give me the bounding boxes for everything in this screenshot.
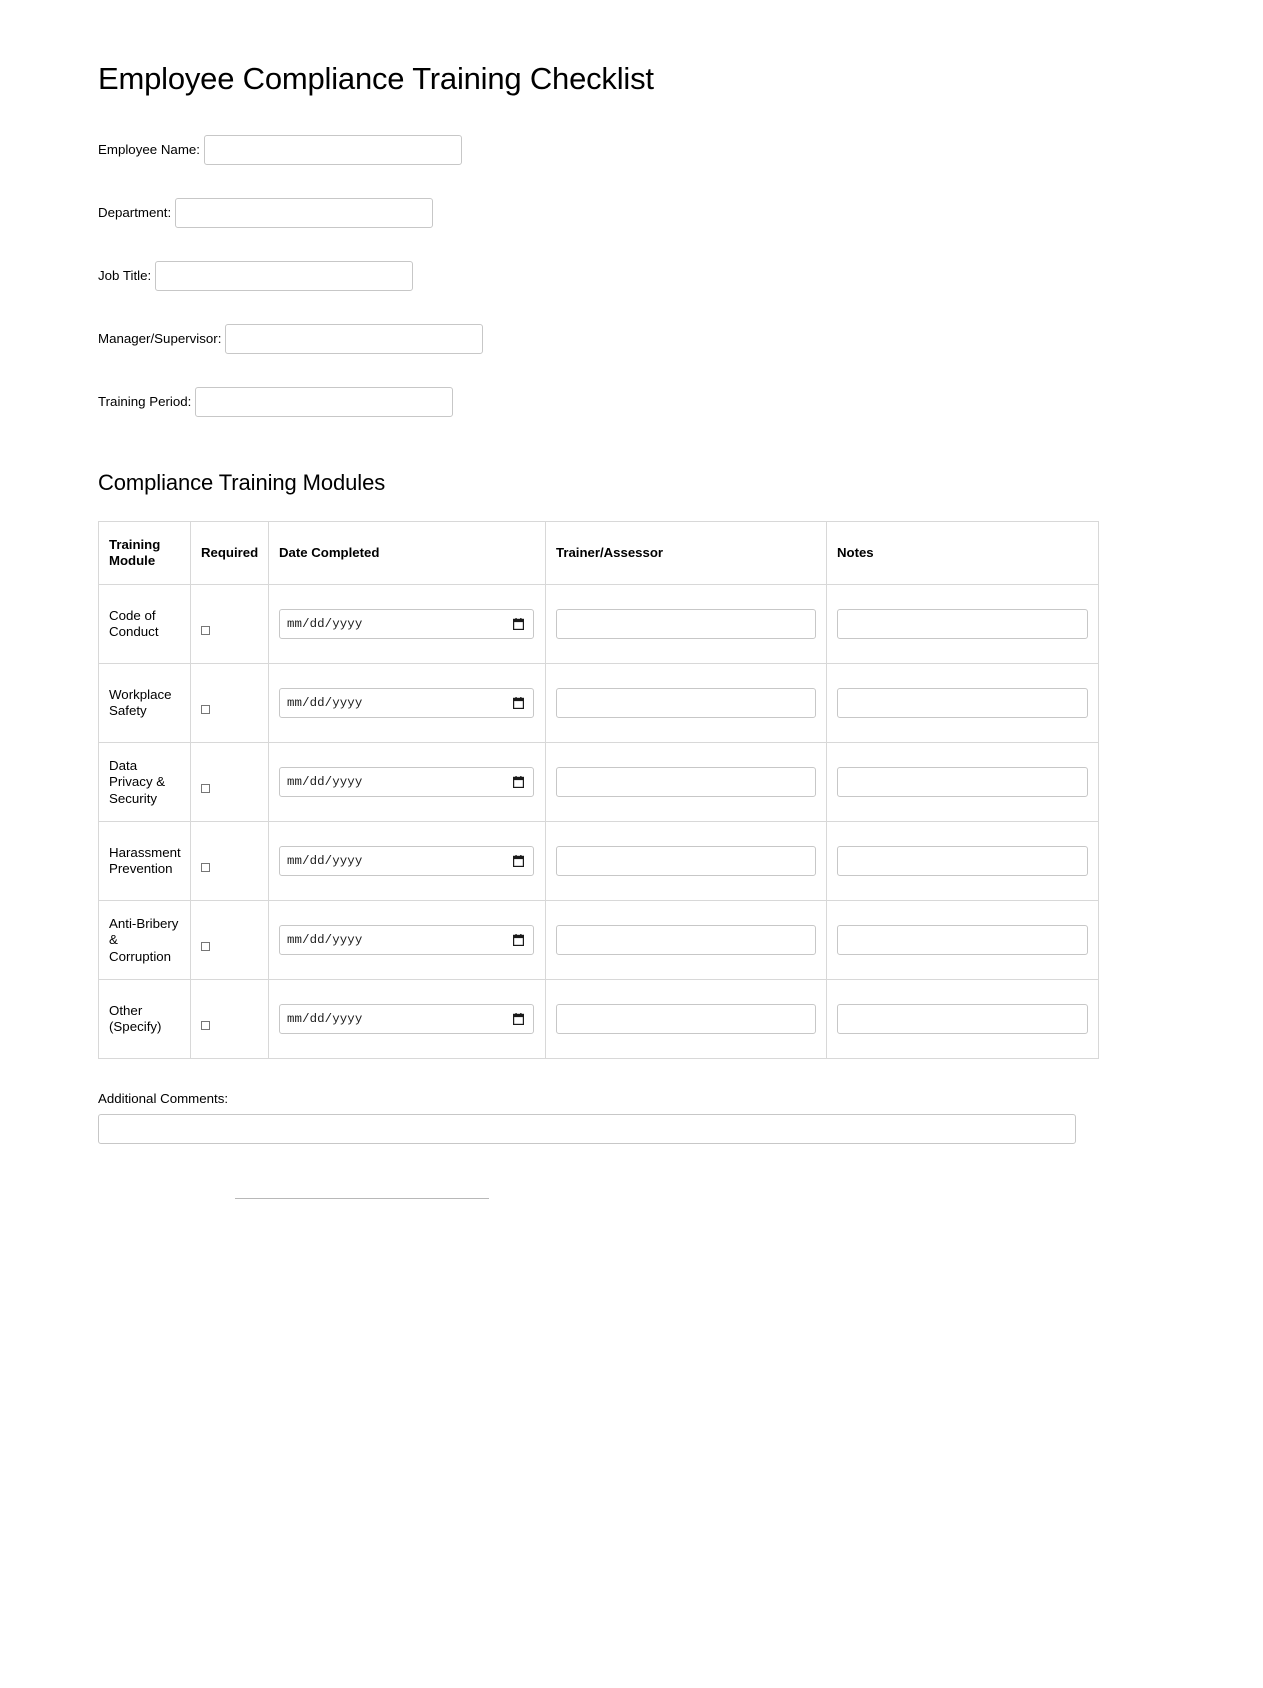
notes-input[interactable] <box>837 688 1088 718</box>
cell-date-completed <box>269 980 546 1059</box>
field-row-employee-name <box>98 135 1173 165</box>
cell-required <box>191 901 269 980</box>
date-completed-input[interactable] <box>279 609 534 639</box>
cell-required <box>191 664 269 743</box>
field-row-training-period <box>98 387 1173 417</box>
cell-module-name <box>99 585 191 664</box>
cell-required <box>191 980 269 1059</box>
date-completed-input[interactable] <box>279 846 534 876</box>
cell-notes <box>827 822 1099 901</box>
manager-supervisor-label: Manager/Supervisor: <box>98 331 222 347</box>
trainer-assessor-input[interactable] <box>556 688 816 718</box>
cell-date-completed <box>269 743 546 822</box>
cell-trainer-assessor <box>546 822 827 901</box>
notes-input[interactable] <box>837 1004 1088 1034</box>
cell-trainer-assessor <box>546 980 827 1059</box>
cell-module-name <box>99 743 191 822</box>
required-checkbox[interactable] <box>201 705 210 714</box>
notes-input[interactable] <box>837 767 1088 797</box>
cell-trainer-assessor <box>546 743 827 822</box>
date-placeholder-text: mm/dd/yyyy <box>287 1012 363 1027</box>
column-header-required: Required <box>191 522 269 585</box>
cell-notes <box>827 980 1099 1059</box>
employee-name-label: Employee Name: <box>98 142 200 158</box>
column-header-notes: Notes <box>827 522 1099 585</box>
additional-comments-section <box>98 1091 1173 1144</box>
calendar-icon[interactable] <box>513 776 524 788</box>
trainer-assessor-input[interactable] <box>556 609 816 639</box>
signature-area <box>98 1198 1173 1199</box>
date-placeholder-text: mm/dd/yyyy <box>287 854 363 869</box>
cell-notes <box>827 585 1099 664</box>
table-row <box>99 743 1099 822</box>
cell-module-name <box>99 822 191 901</box>
field-row-department <box>98 198 1173 228</box>
department-input[interactable] <box>175 198 433 228</box>
table-row <box>99 822 1099 901</box>
calendar-icon[interactable] <box>513 618 524 630</box>
date-completed-input[interactable] <box>279 688 534 718</box>
required-checkbox[interactable] <box>201 863 210 872</box>
table-row <box>99 980 1099 1059</box>
trainer-assessor-input[interactable] <box>556 767 816 797</box>
employee-name-input[interactable] <box>204 135 462 165</box>
required-checkbox[interactable] <box>201 784 210 793</box>
date-placeholder-text: mm/dd/yyyy <box>287 617 363 632</box>
date-completed-input[interactable] <box>279 1004 534 1034</box>
notes-input[interactable] <box>837 846 1088 876</box>
cell-notes <box>827 743 1099 822</box>
column-header-trainer-assessor: Trainer/Assessor <box>546 522 827 585</box>
cell-module-name <box>99 980 191 1059</box>
cell-trainer-assessor <box>546 664 827 743</box>
additional-comments-label: Additional Comments: <box>98 1091 229 1107</box>
job-title-input[interactable] <box>155 261 413 291</box>
field-row-job-title <box>98 261 1173 291</box>
field-row-manager-supervisor <box>98 324 1173 354</box>
cell-module-name <box>99 664 191 743</box>
module-label: Code of Conduct <box>109 607 159 640</box>
cell-trainer-assessor <box>546 901 827 980</box>
required-checkbox[interactable] <box>201 1021 210 1030</box>
trainer-assessor-input[interactable] <box>556 846 816 876</box>
section-title-compliance-training-modules: Compliance Training Modules <box>98 469 386 495</box>
compliance-modules-table <box>98 521 1099 1059</box>
cell-required <box>191 743 269 822</box>
required-checkbox[interactable] <box>201 626 210 635</box>
department-label: Department: <box>98 205 172 221</box>
page-title: Employee Compliance Training Checklist <box>98 61 654 96</box>
date-completed-input[interactable] <box>279 767 534 797</box>
calendar-icon[interactable] <box>513 1013 524 1025</box>
cell-date-completed <box>269 822 546 901</box>
module-label: Anti-Bribery & Corruption <box>109 915 179 964</box>
cell-date-completed <box>269 585 546 664</box>
training-period-input[interactable] <box>195 387 453 417</box>
cell-trainer-assessor <box>546 585 827 664</box>
table-body <box>99 585 1099 1059</box>
cell-module-name <box>99 901 191 980</box>
employee-info-section <box>98 135 1173 417</box>
table-header <box>99 522 1099 585</box>
table-header-row <box>99 522 1099 585</box>
column-header-date-completed: Date Completed <box>269 522 546 585</box>
date-placeholder-text: mm/dd/yyyy <box>287 696 363 711</box>
date-completed-input[interactable] <box>279 925 534 955</box>
cell-date-completed <box>269 664 546 743</box>
calendar-icon[interactable] <box>513 697 524 709</box>
module-label: Other (Specify) <box>109 1002 162 1035</box>
date-placeholder-text: mm/dd/yyyy <box>287 933 363 948</box>
manager-supervisor-input[interactable] <box>225 324 483 354</box>
cell-notes <box>827 901 1099 980</box>
training-period-label: Training Period: <box>98 394 192 410</box>
signature-line <box>235 1198 489 1199</box>
cell-required <box>191 822 269 901</box>
date-placeholder-text: mm/dd/yyyy <box>287 775 363 790</box>
trainer-assessor-input[interactable] <box>556 925 816 955</box>
job-title-label: Job Title: <box>98 268 152 284</box>
table-row <box>99 585 1099 664</box>
required-checkbox[interactable] <box>201 942 210 951</box>
table-row <box>99 664 1099 743</box>
cell-required <box>191 585 269 664</box>
module-label: Harassment Prevention <box>109 844 181 877</box>
notes-input[interactable] <box>837 609 1088 639</box>
column-header-training-module: Training Module <box>99 522 191 585</box>
notes-input[interactable] <box>837 925 1088 955</box>
module-label: Data Privacy & Security <box>109 757 166 806</box>
table-row <box>99 901 1099 980</box>
calendar-icon[interactable] <box>513 934 524 946</box>
module-label: Workplace Safety <box>109 686 172 719</box>
trainer-assessor-input[interactable] <box>556 1004 816 1034</box>
calendar-icon[interactable] <box>513 855 524 867</box>
additional-comments-input[interactable] <box>98 1114 1076 1144</box>
cell-date-completed <box>269 901 546 980</box>
cell-notes <box>827 664 1099 743</box>
